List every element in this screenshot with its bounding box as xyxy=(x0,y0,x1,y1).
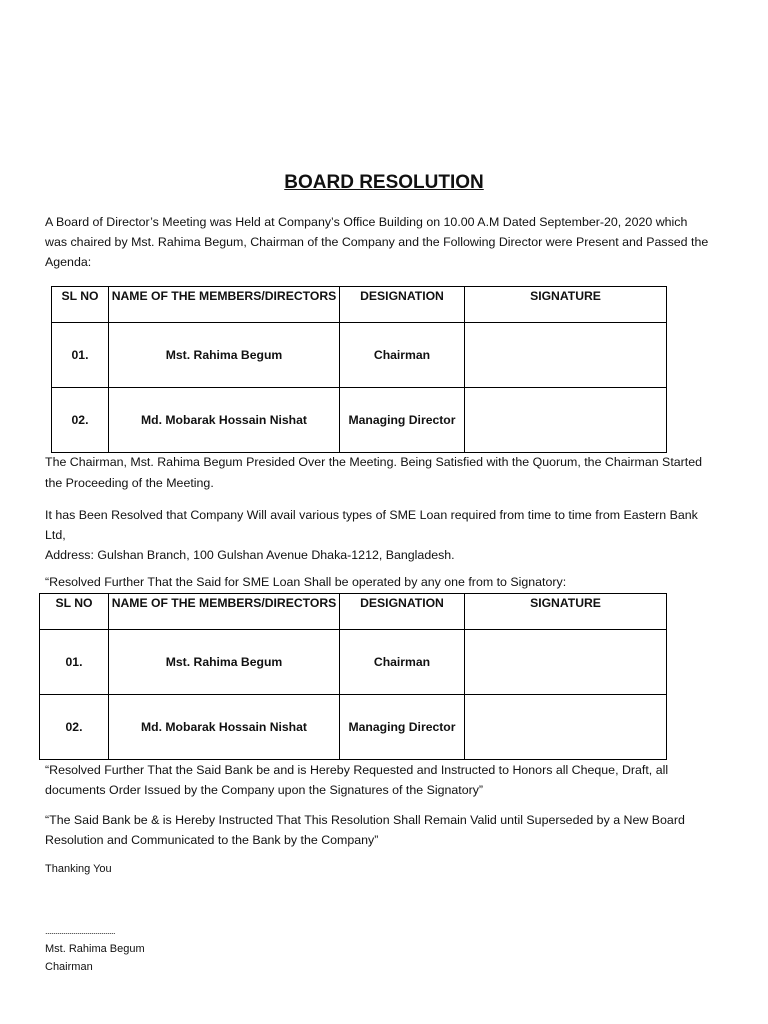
proceeding-line-1: The Chairman, Mst. Rahima Begum Presided Over the Meeting. Being Satisfied with the Quorum, the Chairman Started xyxy=(45,455,703,469)
cell-signature xyxy=(465,630,667,695)
cell-name: Md. Mobarak Hossain Nishat xyxy=(109,695,340,760)
header-signature: SIGNATURE xyxy=(465,287,667,323)
table-row xyxy=(40,695,667,760)
header-name: NAME OF THE MEMBERS/DIRECTORS xyxy=(109,594,340,630)
bank-instruction-line-2: Resolution and Communicated to the Bank by the Company” xyxy=(45,833,379,847)
table-row xyxy=(40,630,667,695)
proceeding-line-2: the Proceeding of the Meeting. xyxy=(45,476,214,490)
resolved-line-1: It has Been Resolved that Company Will avail various types of SME Loan required from time to time from Eastern Bank xyxy=(45,508,698,522)
signatory-name: Mst. Rahima Begum xyxy=(45,943,145,955)
table-header-row xyxy=(40,594,667,630)
cell-signature xyxy=(465,695,667,760)
document-title: BOARD RESOLUTION xyxy=(284,172,484,193)
cell-designation: Chairman xyxy=(340,323,465,388)
intro-line-2: was chaired by Mst. Rahima Begum, Chairman of the Company and the Following Director were Present and Passed the xyxy=(45,235,709,249)
table-row xyxy=(52,323,667,388)
cell-designation: Managing Director xyxy=(340,388,465,453)
bank-address: Address: Gulshan Branch, 100 Gulshan Avenue Dhaka-1212, Bangladesh. xyxy=(45,548,455,562)
header-name: NAME OF THE MEMBERS/DIRECTORS xyxy=(109,287,340,323)
cell-designation: Chairman xyxy=(340,630,465,695)
table-row xyxy=(52,388,667,453)
table-header-row xyxy=(52,287,667,323)
resolved-line-2: Ltd, xyxy=(45,528,66,542)
directors-table xyxy=(51,286,667,453)
signature-line: ................................... xyxy=(45,926,116,936)
signatories-table xyxy=(39,593,667,760)
bank-request-line-2: documents Order Issued by the Company upon the Signatures of the Signatory” xyxy=(45,783,484,797)
signatory-title: Chairman xyxy=(45,961,93,973)
header-sl-no: SL NO xyxy=(52,287,109,323)
header-designation: DESIGNATION xyxy=(340,594,465,630)
cell-sl-no: 02. xyxy=(40,695,109,760)
header-designation: DESIGNATION xyxy=(340,287,465,323)
cell-sl-no: 01. xyxy=(52,323,109,388)
resolved-signatory-line: “Resolved Further That the Said for SME Loan Shall be operated by any one from to Signatory: xyxy=(45,575,567,589)
cell-sl-no: 01. xyxy=(40,630,109,695)
header-signature: SIGNATURE xyxy=(465,594,667,630)
cell-signature xyxy=(465,388,667,453)
bank-request-line-1: “Resolved Further That the Said Bank be and is Hereby Requested and Instructed to Honors all Cheque, Draft, all xyxy=(45,763,669,777)
intro-line-3: Agenda: xyxy=(45,255,92,269)
cell-name: Md. Mobarak Hossain Nishat xyxy=(109,388,340,453)
cell-signature xyxy=(465,323,667,388)
cell-name: Mst. Rahima Begum xyxy=(109,630,340,695)
bank-instruction-line-1: “The Said Bank be & is Hereby Instructed That This Resolution Shall Remain Valid until Superseded by a New Board xyxy=(45,813,685,827)
cell-sl-no: 02. xyxy=(52,388,109,453)
intro-line-1: A Board of Director’s Meeting was Held at Company’s Office Building on 10.00 A.M Dated September-20, 2020 which xyxy=(45,215,688,229)
closing-text: Thanking You xyxy=(45,863,112,875)
cell-name: Mst. Rahima Begum xyxy=(109,323,340,388)
cell-designation: Managing Director xyxy=(340,695,465,760)
header-sl-no: SL NO xyxy=(40,594,109,630)
